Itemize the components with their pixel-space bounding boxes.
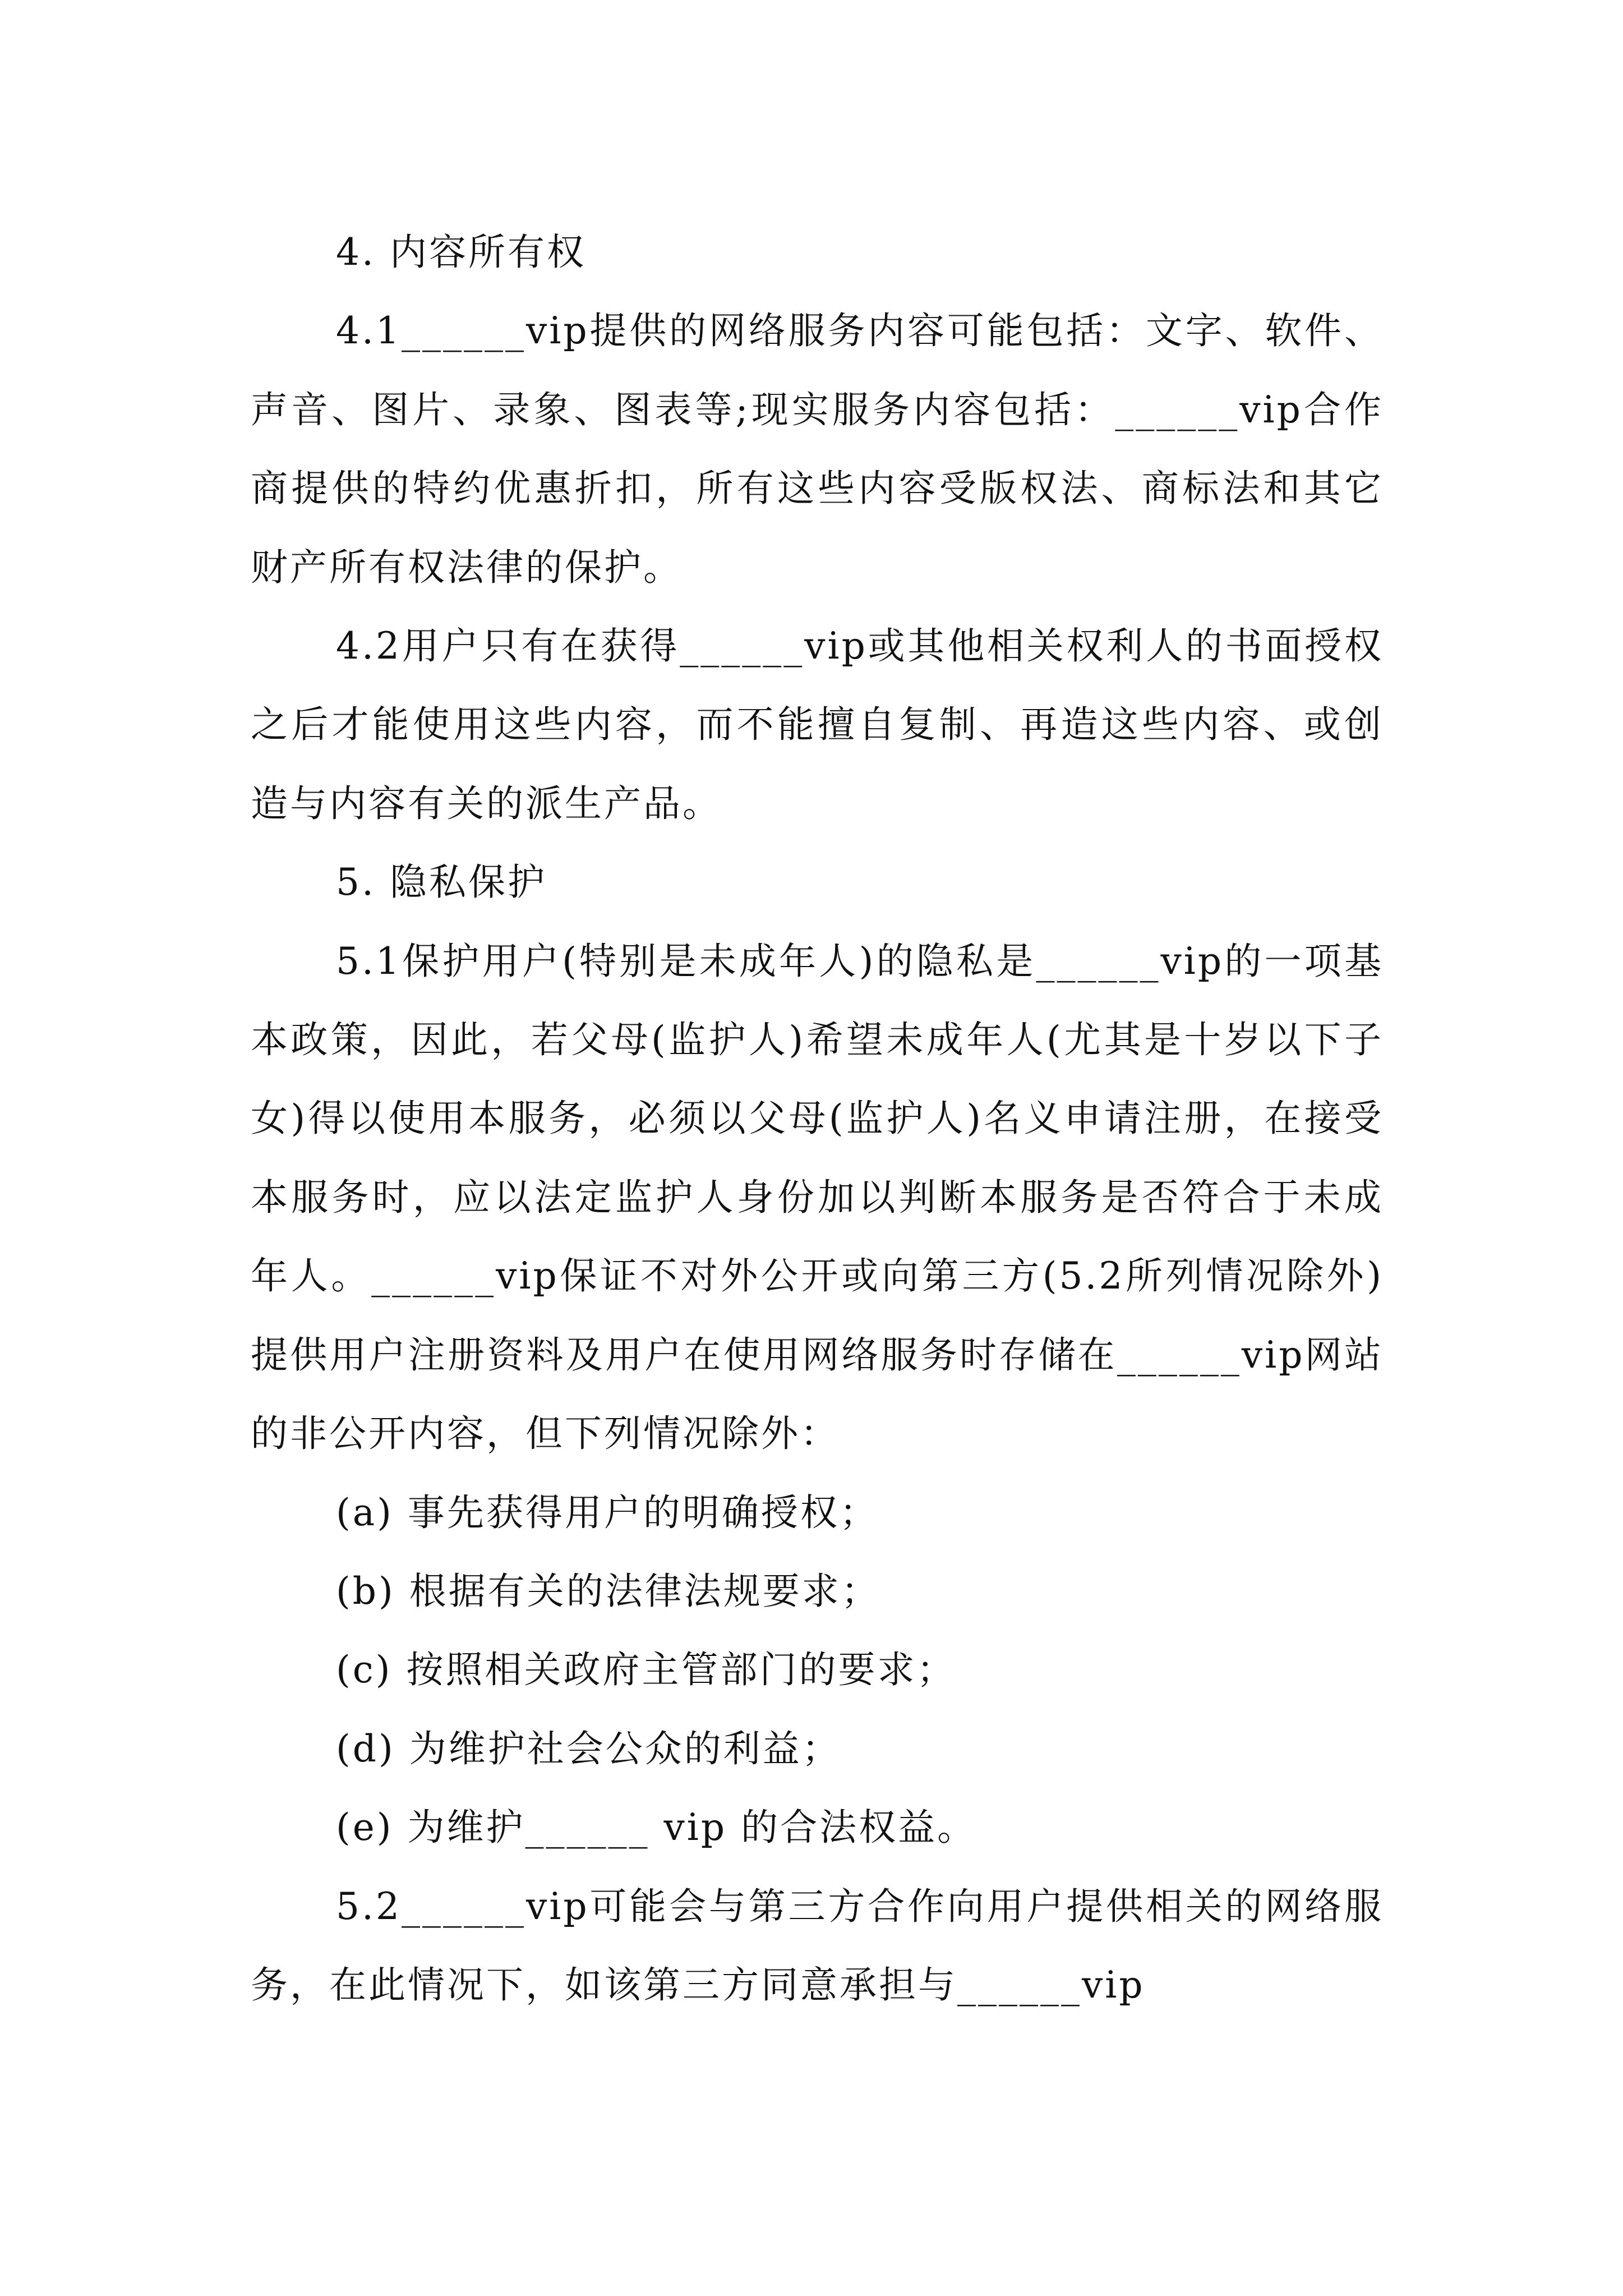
- list-item-a: (a) 事先获得用户的明确授权；: [336, 1490, 879, 1534]
- paragraph-5-1: 5.1保护用户(特别是未成年人)的隐私是______vip的一项基本政策，因此，若父母(监护人)希望未成年人(尤其是十岁以下子女)得以使用本服务，必须以父母(监护人)名义申请注册，在接受本服务时，应以法定监护人身份加以判断本服务是否符合于未成年人。______vip保证不对外公开或向第三方(5.2所列情况除外)提供用户注册资料及用户在使用网络服务时存储在______vip网站的非公开内容，但下列情况除外：: [251, 939, 1384, 1456]
- paragraph-5-2: 5.2______vip可能会与第三方合作向用户提供相关的网络服务，在此情况下，如该第三方同意承担与______vip: [251, 1884, 1384, 2007]
- list-item-b: (b) 根据有关的法律法规要求；: [336, 1569, 880, 1613]
- list-item-c: (c) 按照相关政府主管部门的要求；: [336, 1648, 956, 1692]
- section-heading-privacy: 5. 隐私保护: [336, 861, 547, 904]
- document-body: [251, 213, 1384, 2024]
- section-heading-content-ownership: 4. 内容所有权: [336, 231, 586, 274]
- list-item-e: (e) 为维护______ vip 的合法权益。: [336, 1806, 977, 1849]
- paragraph-4-2: 4.2用户只有在获得______vip或其他相关权利人的书面授权之后才能使用这些内容，而不能擅自复制、再造这些内容、或创造与内容有关的派生产品。: [251, 624, 1384, 825]
- list-item-d: (d) 为维护社会公众的利益；: [336, 1727, 841, 1770]
- paragraph-4-1: 4.1______vip提供的网络服务内容可能包括：文字、软件、声音、图片、录象、图表等;现实服务内容包括：______vip合作商提供的特约优惠折扣，所有这些内容受版权法、商标法和其它财产所有权法律的保护。: [251, 309, 1384, 589]
